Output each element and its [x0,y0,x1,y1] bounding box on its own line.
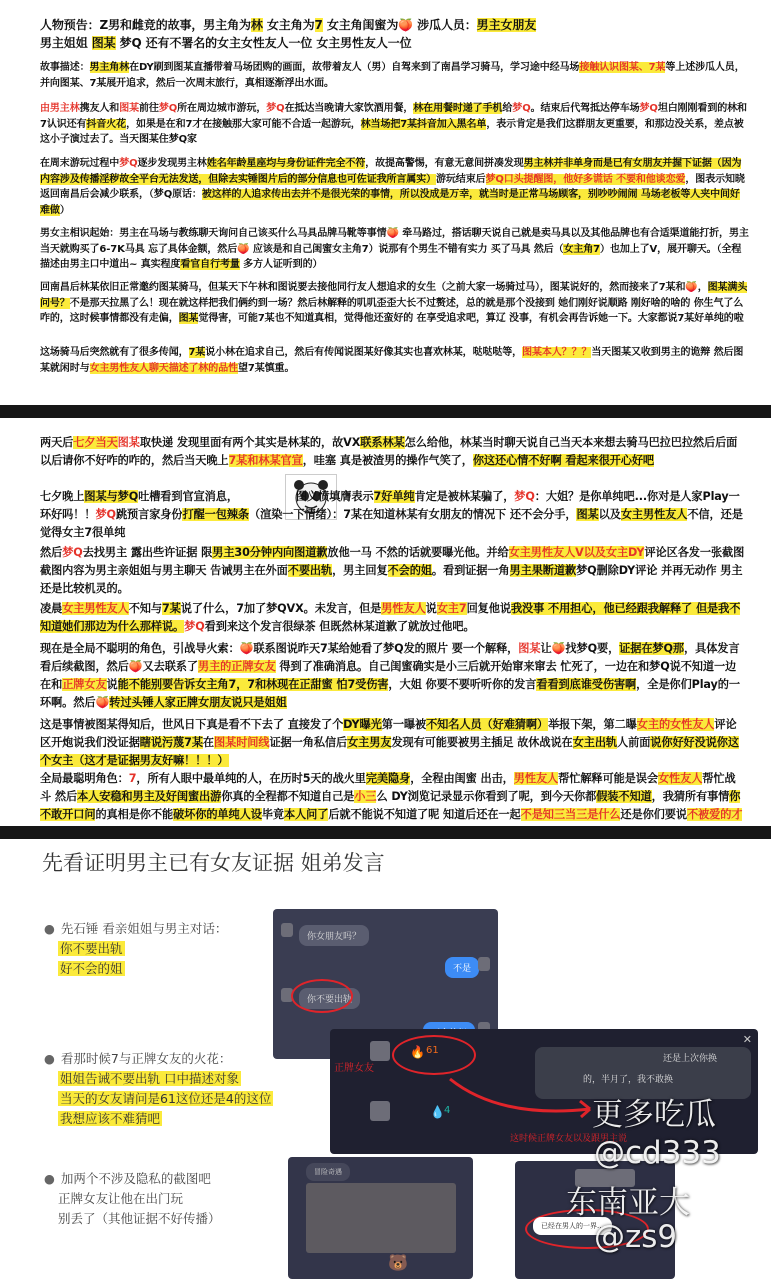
bullet-dot: ● [44,921,55,936]
bullet-spark: ● 看那时候7与正牌女友的火花： 姐姐告诫不要出轨 口中描述对象 当天的女友请问是61这位还是4的这位 我想应该不难猜吧 [44,1051,272,1126]
watermark-text: 更多吃瓜 [592,1097,716,1133]
paragraph-qixi-night: 七夕晚上图某与梦Q吐槽看到官宣消息， 图义愤填膺表示7好单纯肯定是被林某骗了，梦Q：大姐？是你单纯吧...你对是人家Play一环好吗！！梦Q跳预言家身份打醒一包辣条（渲染一下情绪）：7某在知道林某有女朋友的情况下 还不会分手，图某以及女主男性友人不信，还是觉得女主7很单纯 [40,490,743,539]
avatar-mosaic [370,1101,390,1121]
chat-bubble: 不是 [445,957,479,978]
fire-icon: 🔥 [410,1045,425,1059]
droplet-count: 4 [444,1105,451,1116]
bullet-extra-screenshots: ● 加两个不涉及隐私的截图吧 正牌女友让他在出门玩 别丢了（其他证据不好传播） [44,1171,221,1226]
chat-bubble: 你不要出轨 [299,988,360,1009]
divider-bar [0,405,771,418]
bullet-dot: ● [44,1051,55,1066]
fire-count: 61 [426,1045,439,1056]
paragraph-smartest: 全局最聪明角色：7，所有人眼中最单纯的人，在历时5天的战火里完美隐身，全程由闺蜜 出击，男性友人帮忙解释可能是误会女性友人帮忙战斗 然后本人安稳和男主及好闺蜜出游你真的全程都不知道自己是小三么 DY浏览记录显示你看到了呢，到今天你都假装不知道，我猜所有事情你不敢开口问的真相是你不能破坏你的单纯人设毕竟本人问了后就不能说不知道了呢 知道后还在一起不是知三当三是什么还是你们要说不被爱的才 [40,770,745,842]
photo-mosaic [306,1183,456,1253]
paragraph-back-to-nanchang: 回南昌后林某依旧正常邀约图某骑马，但某天下午林和图说要去接他同行友人想追求的女生（之前大家一场骑过马），图某说好的，然而接来了7某和🍑，图某满头问号？不是那天拉黑了么！现在就这样把我们俩约到一场？然后林解释的叽叽歪歪大长不过赘述，总的就是那个没接到 她们刚好说顺路 刚好啥的啥的 你生气了么 咋的，这时候事情都没有走偏，图某觉得害，可能7某也不知道真相，觉得他还蛮好的 在享受追求吧，算辽 没事，有机会再告诉她一下。大家都说7某好单纯的啦 [40,282,748,324]
bullet-dot: ● [44,1171,55,1186]
paragraph-evidence: 在周末游玩过程中梦Q逐步发现男主林姓名年龄星座均与身份证件完全不符，故提高警惕，有意无意间拼凑发现男主林并非单身而是已有女朋友并握下证据（因为内容涉及传播淫秽故全平台无法发送，但除去实锤图片后的部分信息也可佐证我所言属实）游玩结束后梦Q口头提醒图，他好多谎话 不要和他谈恋爱，图表示知晓 返回南昌后会减少联系，（梦Q原话：被这样的人追求传出去并不是很光荣的事情，所以没成是万幸，就当时是正常马场顾客，别吵吵闹闹 马场老板等人夹中间好难做） [40,158,745,216]
screenshot-outing-1 [288,1157,473,1279]
chat-bubble: 已经在男人的一界... [533,1217,612,1235]
watermark-text: @zs9 [594,1219,678,1255]
paragraph-cast: 人物预告：Z男和雌竞的故事，男主角为林 女主角为7 女主角闺蜜为🍑 涉瓜人员：男主女朋友 男主姐姐 图某 梦Q 还有不署名的女主女性友人一位 女主男性友人一位 [40,18,537,50]
avatar-mosaic [370,1041,390,1061]
note-label: 这时候正牌女友以及跟男主说 [510,1134,628,1144]
chat-bubble: 冒险奇遇 [306,1163,350,1181]
close-icon[interactable]: ✕ [742,1033,752,1046]
bullet-sister-chat: ● 先石锤 看亲姐姐与男主对话： 你不要出轨 好不会的姐 [44,921,228,976]
red-highlight-circle [291,979,353,1013]
paragraph-warning: 然后梦Q去找男主 露出些许证据 限男主30分钟内向图道歉放他一马 不然的话就要曝光他。并给女主男性友人V以及女主DY评论区各发一张截图 截图内容为男主亲姐姐与男主聊天 告诫男主在外面不要出轨，男主回复不会的姐。看到证据一角男主果断道歉梦Q删除DY评论 并再无动作 男主还是比较机灵的。 [40,546,745,595]
note-label: 正牌女友 [334,1063,374,1074]
section-evidence [0,839,771,1280]
emoji-icon: 🐻 [388,1253,408,1272]
paragraph-how-met: 男女主相识起始：男主在马场与教练聊天询问自己该买什么马具品牌马靴等事情🍑 牵马路过，搭话聊天说自己就是卖马具以及其他品牌也有合适渠道能打折，男主当天就购买了6-7K马具 忘了具体金额，然后🍑 应该是和自己闺蜜女主角7）说那有个男生不错有实力 买了马具 然后（女主角7）也加上了V，展开聊天。（全程描述由男主口中道出~ 真实程度看官自行考量 多方人证听到的） [40,228,749,270]
paragraph-fuse: 现在是全局不聪明的角色，引战导火索：🍑联系图说昨天7某给她看了梦Q发的照片 要一个解释，图某让🍑找梦Q要，证据在梦Q那，具体发言看后续截图，然后🍑又去联系了男主的正牌女友 得到了准确消息。自己闺蜜确实是小三后就开始窜来窜去 忙死了，一边在和梦Q说不知道一边在和正牌女友说能不能别要告诉女主角7，7和林现在正甜蜜 怕7受伤害，大姐 你要不要听听你的发言看看到底谁受伤害啊，全是你们Play的一环啊。然后🍑转过头锤人家正牌女朋友说只是姐姐 [40,642,740,709]
paragraph-trip: 由男主林携友人和图某前往梦Q所在周边城市游玩，梦Q在抵达当晚请大家饮酒用餐，林在用餐时递了手机给梦Q。结束后代驾抵达停车场梦Q坦白刚刚看到的林和7认识还有抖音火花，如果是在和7才在接触那大家可能不合适一起游玩，林当场把7某抖音加入黑名单，表示肯定是我们这群朋友更重要，和那边没关系，差点被这小子演过去了。当天图某住梦Q家 [40,103,747,145]
paragraph-early-morning: 凌晨女主男性友人不知与7某说了什么，7加了梦QVX。未发言，但是男性友人说女主7回复他说我没事 不用担心，他已经跟我解释了 但是我不知道她们那边为什么那样说。梦Q看到来这个发言很绿茶 但既然林某道歉了就放过他吧。 [40,602,741,633]
section-timeline [0,418,771,826]
watermark-text: @cd333 [594,1135,721,1171]
avatar-mosaic [281,923,293,937]
paragraph-rumors: 这场骑马后突然就有了很多传闻，7某说小林在追求自己，然后有传闻说图某好像其实也喜欢林某，哒哒哒等，图某本人？？？当天图某又收到男主的诡辩 然后图某就闲时与女主男性友人聊天描述了林的品性望7某慎重。 [40,347,744,374]
paragraph-qixi: 两天后七夕当天图某取快递 发现里面有两个其实是林某的，故VX联系林某怎么给他，林某当时聊天说自己当天本来想去骑马巴拉巴拉然后后面以后请你不好咋的咋的，然后当天晚上7某和林某官宣，哇塞 真是被渣男的操作气笑了，你这还心情不好啊 看起来很开心好吧 [40,436,738,467]
paragraph-exposure: 这是事情被图某得知后，世风日下真是看不下去了 直接发了个DY曝光第一曝被不知名人员（好难猜啊）举报下架，第二曝女主的女性友人评论区开炮说我们没证据瞎说污蔑7某在图某时间线证据一角私信后女主男友发现有可能要被男主插足 故休战说在女主出轨人前面说你好好没说你这个女主（这才是证据男友好嘛！！！） [40,718,739,767]
section-story-intro [0,0,771,405]
chat-bubble: 你女朋友吗？ [299,925,369,946]
paragraph-story: 故事描述：男主角林在DY刷到图某直播带着马场团购的画面，故带着友人（男）自驾来到了南昌学习骑马，学习途中经马场接触认识图某、7某等上述涉瓜人员，并向图某、7某展开追求，然后一次周末旅行，真相逐渐浮出水面。 [40,62,745,89]
divider-bar [0,826,771,839]
evidence-title: 先看证明男主已有女友证据 姐弟发言 [42,851,385,875]
droplet-icon: 💧 [430,1105,445,1119]
avatar-mosaic [478,957,490,971]
watermark-text: 东南亚大 [566,1185,690,1221]
chat-bubble: 还是上次你换 的，半月了，我不敢换 [535,1047,751,1099]
